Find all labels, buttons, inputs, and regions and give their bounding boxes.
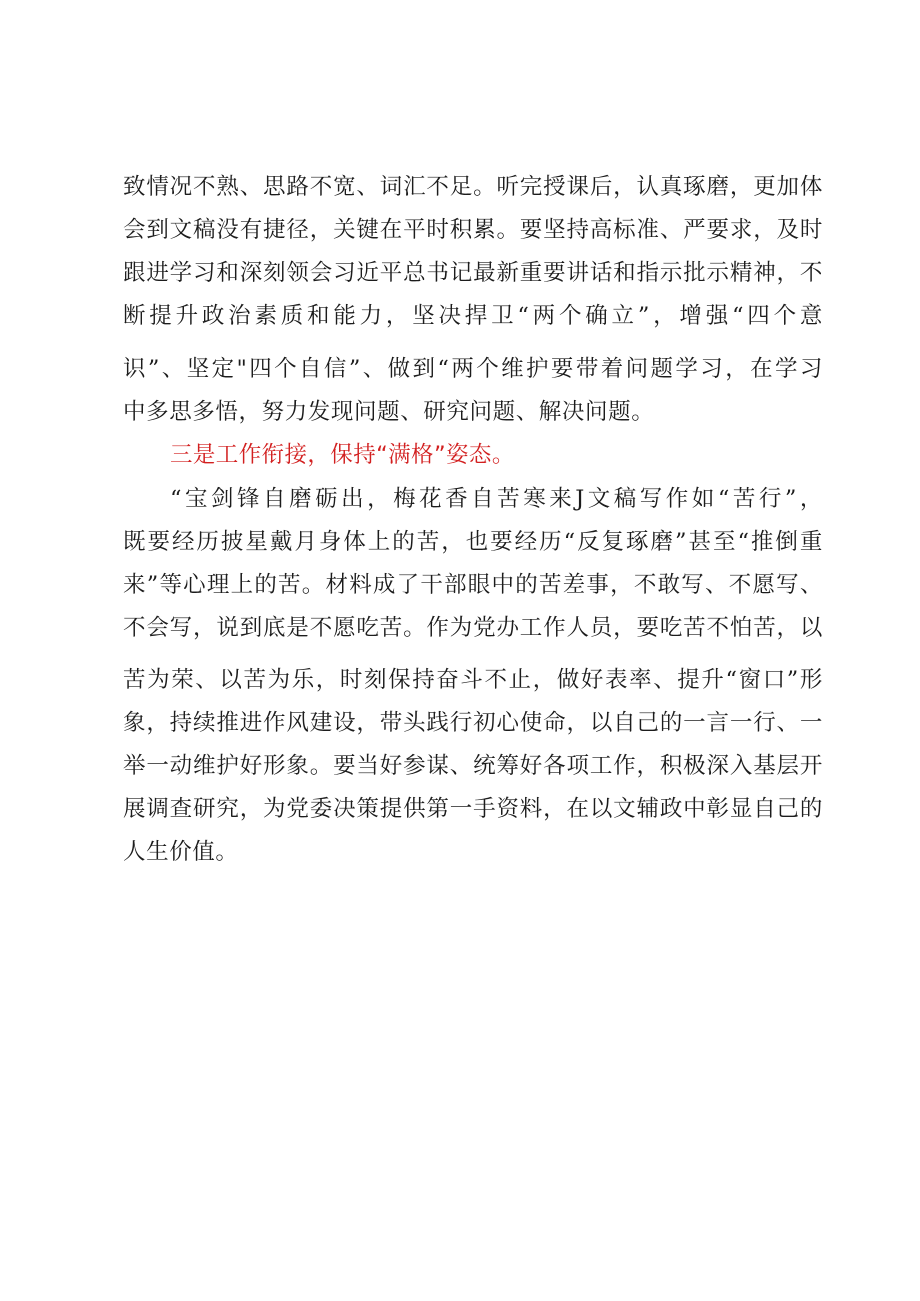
paragraph-line: 象，持续推进作风建设，带头践行初心使命，以自己的一言一行、一 — [123, 710, 823, 736]
paragraph-line: 致情况不熟、思路不宽、词汇不足。听完授课后，认真琢磨，更加体 — [123, 174, 823, 200]
paragraph-line: 断提升政治素质和能力，坚决捍卫“两个确立”，增强“四个意 — [123, 303, 823, 329]
paragraph-line: 会到文稿没有捷径，关键在平时积累。要坚持高标准、严要求，及时 — [123, 217, 823, 243]
paragraph-line: 不会写，说到底是不愿吃苦。作为党办工作人员，要吃苦不怕苦，以 — [123, 615, 823, 641]
paragraph-line: 中多思多悟，努力发现问题、研究问题、解决问题。 — [123, 399, 655, 425]
paragraph-line: “宝剑锋自磨砺出，梅花香自苦寒来J文稿写作如“苦行”， — [170, 486, 823, 512]
paragraph-line: 识”、坚定"四个自信”、做到“两个维护要带着问题学习，在学习 — [123, 356, 823, 382]
paragraph-line: 来”等心理上的苦。材料成了干部眼中的苦差事，不敢写、不愿写、 — [123, 572, 823, 598]
paragraph-line: 人生价值。 — [123, 839, 239, 865]
paragraph-line: 跟进学习和深刻领会习近平总书记最新重要讲话和指示批示精神，不 — [123, 260, 823, 286]
paragraph-line: 举一动维护好形象。要当好参谋、统筹好各项工作，积极深入基层开 — [123, 753, 823, 779]
paragraph-line: 展调查研究，为党委决策提供第一手资料，在以文辅政中彰显自己的 — [123, 796, 823, 822]
section-heading: 三是工作衔接，保持“满格”姿态。 — [170, 442, 515, 468]
paragraph-line: 既要经历披星戴月身体上的苦，也要经历“反复琢磨”甚至“推倒重 — [123, 529, 823, 555]
paragraph-line: 苦为荣、以苦为乐，时刻保持奋斗不止，做好表率、提升“窗口”形 — [123, 667, 823, 693]
